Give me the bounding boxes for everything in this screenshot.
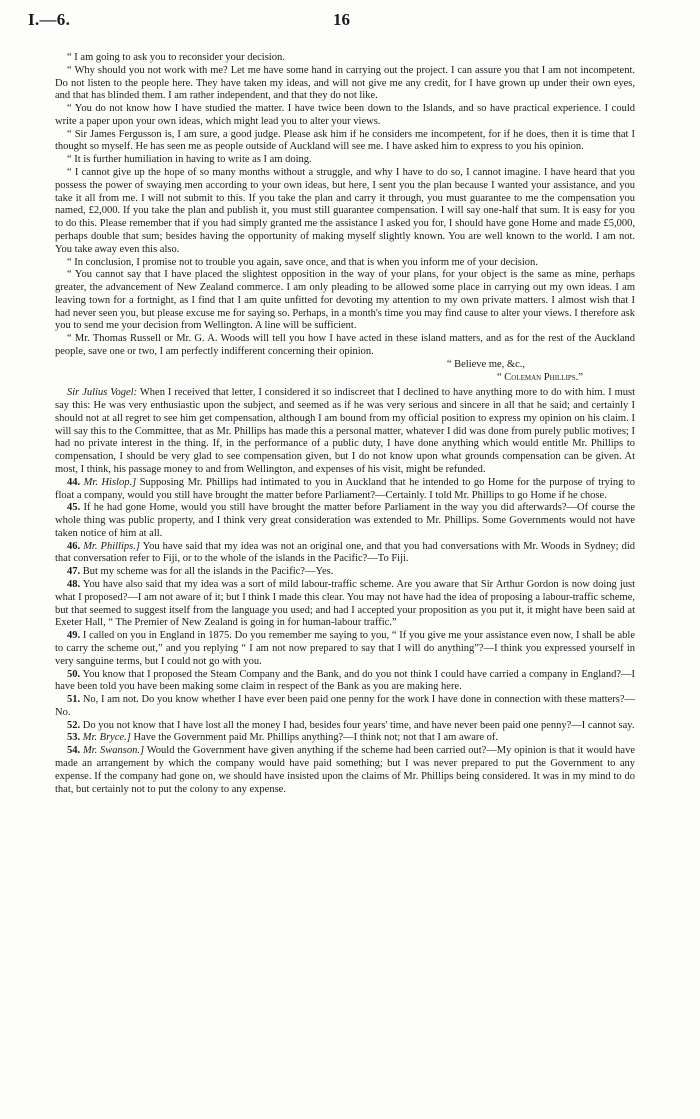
page-header xyxy=(0,10,700,36)
question-item xyxy=(55,669,635,695)
question-number: 50. xyxy=(67,668,81,680)
question-text: No, I am not. Do you know whether I have ever been paid one penny for the work I have done in connection with these matters?—No. xyxy=(55,694,635,718)
letter-paragraph: “ You cannot say that I have placed the slightest opposition in the way of your plans, for your object is the same as mine, perhaps greater, the advancement of New Zealand commerce. I am only pleading to be allowed some place in carrying out my own ideas. I am leaving town for a fortnight, as I find that I am quite unfitted for devoting my attention to my own private matters. I almost wish that I had never seen you, but please excuse me for saying so. Perhaps, in a month's time you may find cause to alter your views. I therefore ask you to send me your decision from Wellington. A line will be sufficient. xyxy=(55,269,635,332)
question-text: I called on you in England in 1875. Do you remember me saying to you, “ If you give me your assistance even now, I shall be able to carry the scheme out,” and you replying “ I am not now prepared to say that I will do anything”?—I think you expressed yourself in very sanguine terms, but I could not go with you. xyxy=(55,630,636,667)
question-item xyxy=(55,566,635,579)
question-text: Would the Government have given anything if the scheme had been carried out?—My opinion is that it would have made an arrangement by which the company would have paid something; but I was never prepared to put the Government to any expense. If the company had gone on, we should have insisted upon the claims of Mr. Phillips being considered. It was in my mind to do that, but certainly not to put the colony to any expense. xyxy=(55,745,635,795)
question-item xyxy=(55,541,635,567)
question-text: Do you not know that I have lost all the money I had, besides four years' time, and have never been paid one penny?—I cannot say. xyxy=(82,719,635,731)
letter-paragraph: “ I am going to ask you to reconsider your decision. xyxy=(67,52,285,63)
letter-paragraph: “ Sir James Fergusson is, I am sure, a good judge. Please ask him if he considers me incompetent, for if he does, then it is time that I thought so myself. He has seen me as people outside of Auckland will see me. I have asked him to express to you his opinion. xyxy=(55,128,635,153)
question-number: 52. xyxy=(67,719,81,731)
question-item xyxy=(55,694,635,720)
letter-paragraph: “ You do not know how I have studied the matter. I have twice been down to the Islands, and so have practical experience. I could write a paper upon your own ideas, which might lead you to alter your views. xyxy=(55,103,635,127)
letter-closing: “ Believe me, &c., xyxy=(446,358,525,370)
statement-paragraph xyxy=(55,387,635,476)
question-item xyxy=(55,732,635,745)
question-text: You have said that my idea was not an original one, and that you had conversations with Mr. Woods in Sydney; did that conversation refer to Fiji, or to the whole of the islands in the Pacific?—To Fiji. xyxy=(55,540,635,565)
question-number: 48. xyxy=(67,579,81,591)
paper-reference: I.—6. xyxy=(28,10,71,29)
question-number: 45. xyxy=(67,502,81,514)
question-item xyxy=(55,502,635,540)
question-item xyxy=(55,745,635,796)
statement-text: When I received that letter, I considered it so indiscreet that I declined to have anything more to do with him. I must say this: He was very enthusiastic upon the subject, and seemed as if he was very serious and sincere in all that he said; and certainly I should not at all regret to see him get compensation, although I am bound from my official position to express my opinion on his claim. I will say this to the Committee, that as Mr. Phillips has made this a personal matter, whatever I did was done from purely public motives; I had no private interest in the thing. If, in the performance of a public duty, I have done anything which would entitle Mr. Phillips to compensation, I should be very glad to see compensation given, but I do not know upon what grounds compensation can be given. At most, I think, his passage money to and from Wellington, and expenses of his visit, might be refunded. xyxy=(55,387,635,475)
question-text: Supposing Mr. Phillips had intimated to you in Auckland that he intended to go Home for the purpose of trying to float a company, would you still have brought the matter before Parliament?—Certainly. I told Mr. Phillips to go Home if he chose. xyxy=(55,476,636,501)
question-text: But my scheme was for all the islands in the Pacific?—Yes. xyxy=(82,566,334,578)
letter-paragraph: “ Why should you not work with me? Let me have some hand in carrying out the project. I can assure you that I am not incompetent. Do not listen to the people here. They have taken my ideas, and will not give me any credit, for I have grown up under their own eyes, and that has blinded them. I am rather independent, and that they do not like. xyxy=(55,64,635,102)
question-number: 46. xyxy=(67,540,81,552)
letter-paragraph: “ Mr. Thomas Russell or Mr. G. A. Woods will tell you how I have acted in these island matters, and as for the rest of the Auckland people, save one or two, I am perfectly indifferent concerning their opinion. xyxy=(55,333,635,357)
question-number: 51. xyxy=(67,694,81,706)
question-number: 54. xyxy=(67,745,81,757)
question-text: You know that I proposed the Steam Company and the Bank, and do you not think I could have carried a company in England?—I have been told you have been making some claim in respect of the Bank as you are making here. xyxy=(55,668,635,693)
speaker-name: Mr. Hislop.] xyxy=(83,476,137,488)
page-body xyxy=(55,52,635,796)
question-text: If he had gone Home, would you still have brought the matter before Parliament in the way you did afterwards?—Of course the whole thing was public property, and I think very great consideration was extended to Mr. Phillips. Some Governments would not have taken notice of him at all. xyxy=(55,502,635,539)
question-item xyxy=(55,477,635,503)
speaker-name: Mr. Phillips.] xyxy=(83,540,140,552)
speaker-name: Mr. Swanson.] xyxy=(82,745,145,757)
question-number: 47. xyxy=(67,566,81,578)
page-number: 16 xyxy=(333,10,350,29)
question-item xyxy=(55,630,635,668)
question-text: Have the Government paid Mr. Phillips anything?—I think not; not that I am aware of. xyxy=(133,732,499,744)
question-item xyxy=(55,579,635,630)
letter-signature: “ Coleman Phillips.” xyxy=(496,371,583,383)
letter-paragraph: “ It is further humiliation in having to write as I am doing. xyxy=(67,154,312,166)
question-number: 44. xyxy=(67,476,81,488)
question-text: You have also said that my idea was a sort of mild labour-traffic scheme. Are you aware that Sir Arthur Gordon is now doing just what I proposed?—I am not aware of it; but I think I made this clear. You may not have had the idea of proposing a labour-traffic scheme, but that seemed to suggest itself from the language you used; and had I accepted your proposition as you put it, it might have been said at Exeter Hall, “ The Premier of New Zealand is going in for human-labour traffic.” xyxy=(55,579,635,629)
question-number: 53. xyxy=(67,732,81,744)
speaker-name: Sir Julius Vogel: xyxy=(67,387,138,399)
question-number: 49. xyxy=(67,630,81,642)
question-item xyxy=(55,720,635,733)
letter-paragraph: “ I cannot give up the hope of so many months without a struggle, and why I have to do so, I cannot imagine. I have heard that you possess the power of swaying men according to your own ideas, but here, I sent you the plan because I wanted your assistance, and you take it all from me. I will not submit to this. If you take the plan and carry it through, you must guarantee to me the compensation you named, £2,000. If you take the plan and publish it, you must still guarantee compensation. I will say one-half that sum. It is easy for you to do this. Please remember that if you had simply granted me the assistance I asked you for, I should have gone Home and made £5,000, perhaps double that sum; besides having the opportunity of making myself slightly known. You are well known to the world. I am not. You take away even this also. xyxy=(55,167,635,255)
speaker-name: Mr. Bryce.] xyxy=(82,732,131,744)
letter-paragraph: “ In conclusion, I promise not to trouble you again, save once, and that is when you inform me of your decision. xyxy=(67,256,538,268)
